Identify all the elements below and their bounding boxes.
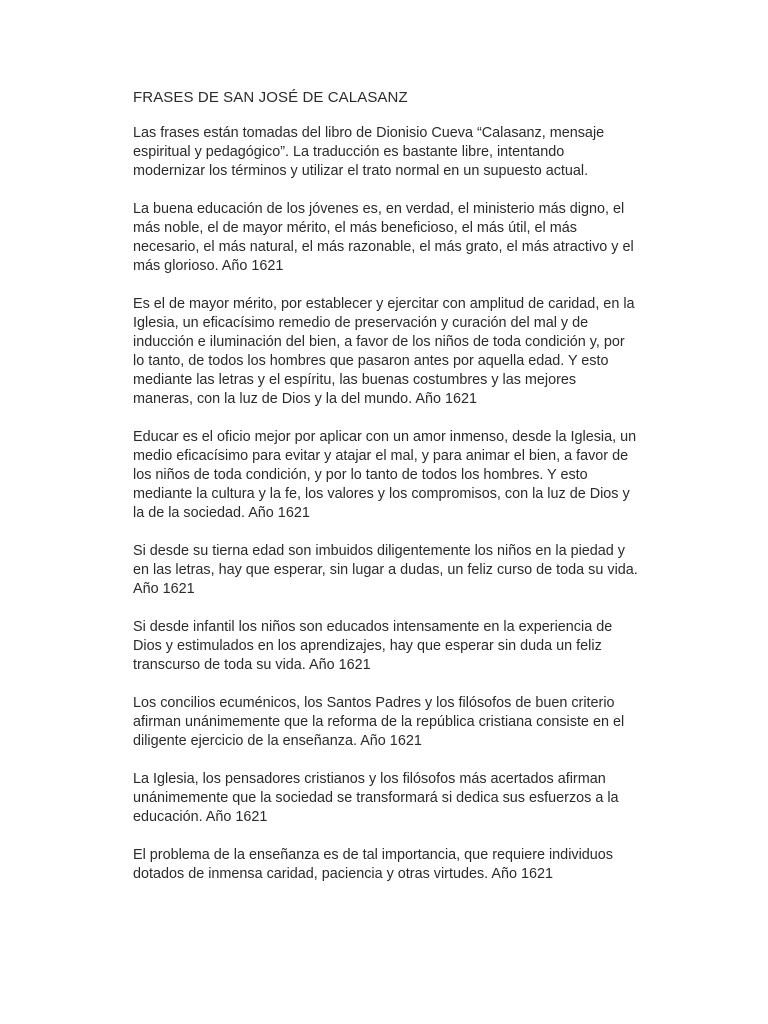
paragraph-intro: Las frases están tomadas del libro de Dionisio Cueva “Calasanz, mensaje espiritual y pedagógico”. La traducción es bastante libre, intentando modernizar los términos y utilizar el trato normal en un supuesto actual. [133,125,605,179]
paragraph-quote-5: Si desde infantil los niños son educados intensamente en la experiencia de Dios y estimulados en los aprendizajes, hay que esperar sin duda un feliz transcurso de toda su vida. Año 1621 [133,619,613,673]
paragraph-quote-2: Es el de mayor mérito, por establecer y ejercitar con amplitud de caridad, en la Iglesia, un eficacísimo remedio de preservación y curación del mal y de inducción e iluminación del bien, a favor de los niños de toda condición y, por lo tanto, de todos los hombres que pasaron antes por aquella edad. Y esto mediante las letras y el espíritu, las buenas costumbres y las mejores maneras, con la luz de Dios y la del mundo. Año 1621 [133,296,635,407]
document-page [133,88,638,903]
paragraph-quote-4: Si desde su tierna edad son imbuidos diligentemente los niños en la piedad y en las letras, hay que esperar, sin lugar a dudas, un feliz curso de toda su vida. Año 1621 [133,543,638,597]
paragraph-quote-8: El problema de la enseñanza es de tal importancia, que requiere individuos dotados de inmensa caridad, paciencia y otras virtudes. Año 1621 [133,847,613,882]
paragraph-quote-3: Educar es el oficio mejor por aplicar con un amor inmenso, desde la Iglesia, un medio eficacísimo para evitar y atajar el mal, y para animar el bien, a favor de los niños de toda condición, y por lo tanto de todos los hombres. Y esto mediante la cultura y la fe, los valores y los compromisos, con la luz de Dios y la de la sociedad. Año 1621 [133,429,637,521]
paragraph-quote-1: La buena educación de los jóvenes es, en verdad, el ministerio más digno, el más noble, el de mayor mérito, el más beneficioso, el más útil, el más necesario, el más natural, el más razonable, el más grato, el más atractivo y el más glorioso. Año 1621 [133,201,634,274]
paragraph-quote-6: Los concilios ecuménicos, los Santos Padres y los filósofos de buen criterio afirman unánimemente que la reforma de la república cristiana consiste en el diligente ejercicio de la enseñanza. Año 1621 [133,695,625,749]
paragraph-quote-7: La Iglesia, los pensadores cristianos y los filósofos más acertados afirman unánimemente que la sociedad se transformará si dedica sus esfuerzos a la educación. Año 1621 [133,771,619,825]
document-title: FRASES DE SAN JOSÉ DE CALASANZ [133,89,408,106]
